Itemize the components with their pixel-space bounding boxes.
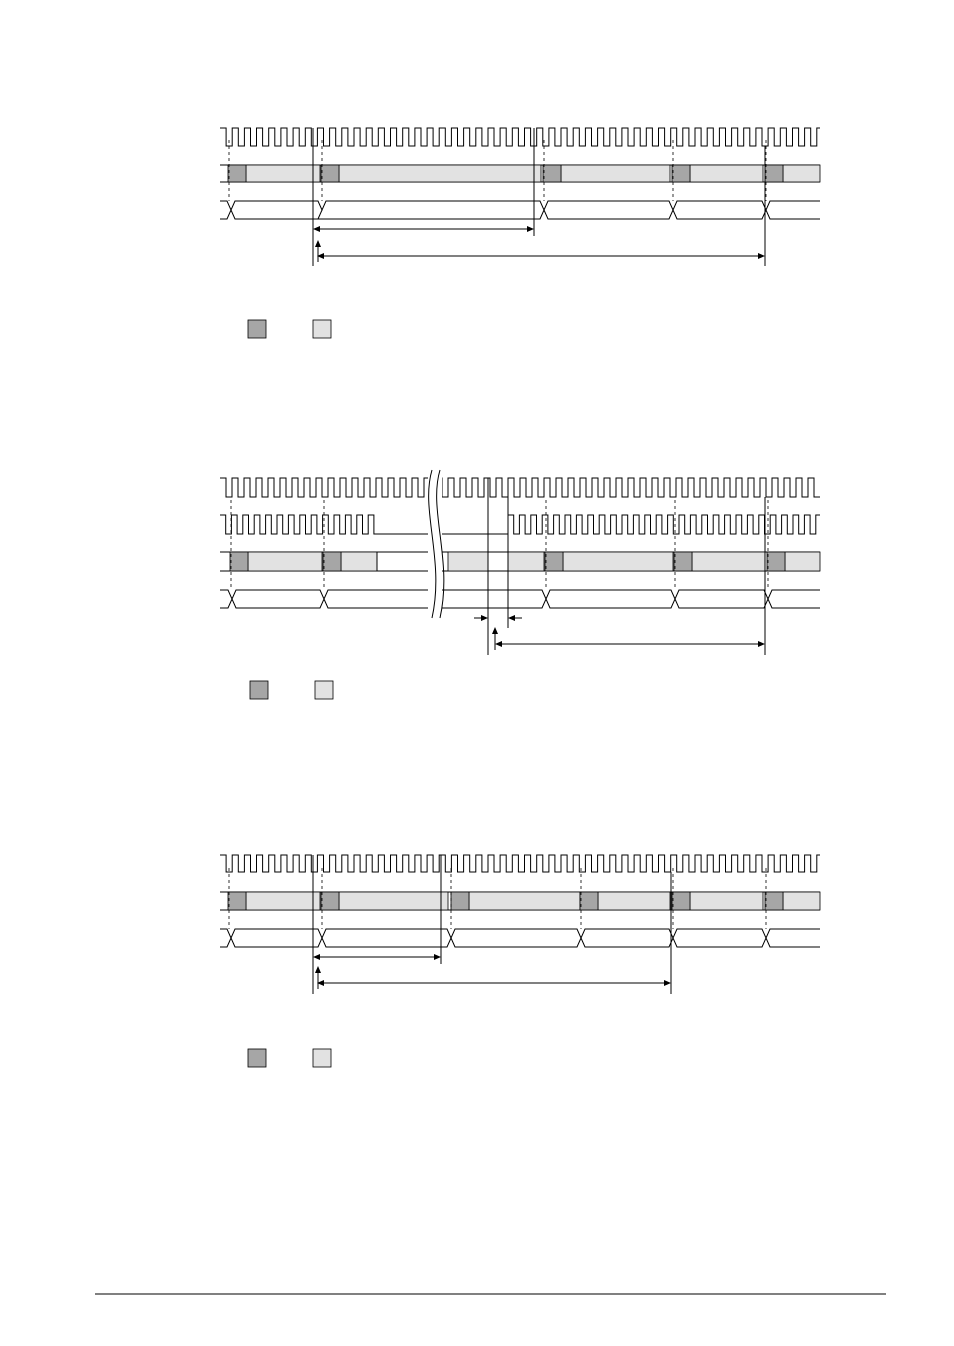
fetch-segment xyxy=(321,892,339,910)
boundary-markers xyxy=(229,128,766,266)
execute-segment xyxy=(248,552,322,571)
fetch-segment xyxy=(321,165,339,182)
timing-diagram-1 xyxy=(220,128,820,338)
execute-segment xyxy=(690,165,763,182)
instruction-bus-row xyxy=(220,892,820,910)
fetch-segment xyxy=(765,892,783,910)
timing-arrows xyxy=(313,954,671,989)
legend xyxy=(250,681,333,699)
timing-diagram-3 xyxy=(220,855,820,1067)
legend-execute-swatch xyxy=(313,320,331,338)
data-bus-row xyxy=(220,201,820,219)
fetch-segment xyxy=(545,552,563,571)
legend xyxy=(248,320,331,338)
fetch-segment xyxy=(543,165,561,182)
fetch-segment xyxy=(323,552,341,571)
execute-segment xyxy=(508,552,544,571)
execute-segment xyxy=(785,552,820,571)
fetch-segment xyxy=(228,165,246,182)
legend-execute-swatch xyxy=(315,681,333,699)
clock-break-symbol xyxy=(428,470,444,620)
clock-waveform xyxy=(220,128,820,146)
execute-segment xyxy=(339,892,448,910)
fetch-segment xyxy=(228,892,246,910)
data-bus-row xyxy=(220,929,820,947)
legend-fetch-swatch xyxy=(248,1049,266,1067)
instruction-bus-row xyxy=(220,165,820,182)
instruction-bus-row xyxy=(220,552,820,571)
execute-segment xyxy=(469,892,580,910)
execute-segment xyxy=(448,552,488,571)
fetch-segment xyxy=(672,892,690,910)
timing-arrows xyxy=(474,615,765,650)
fetch-segment xyxy=(451,892,469,910)
fetch-segment xyxy=(767,552,785,571)
legend xyxy=(248,1049,331,1067)
cpu-clock-waveform xyxy=(220,515,820,534)
execute-segment xyxy=(339,165,541,182)
execute-segment xyxy=(563,552,673,571)
boundary-markers xyxy=(229,855,766,994)
fetch-segment xyxy=(765,165,783,182)
execute-segment xyxy=(783,165,820,182)
execute-segment xyxy=(246,165,320,182)
fetch-segment xyxy=(674,552,692,571)
execute-segment xyxy=(561,165,670,182)
legend-fetch-swatch xyxy=(250,681,268,699)
execute-segment xyxy=(783,892,820,910)
timing-diagram-2 xyxy=(220,470,820,699)
fetch-segment xyxy=(230,552,248,571)
fetch-segment xyxy=(672,165,690,182)
legend-execute-swatch xyxy=(313,1049,331,1067)
execute-segment xyxy=(246,892,320,910)
execute-segment xyxy=(598,892,670,910)
legend-fetch-swatch xyxy=(248,320,266,338)
data-bus-row xyxy=(220,590,820,608)
execute-segment xyxy=(341,552,377,571)
fetch-segment xyxy=(580,892,598,910)
execute-segment xyxy=(690,892,763,910)
execute-segment xyxy=(692,552,765,571)
main-clock-waveform xyxy=(220,478,820,497)
clock-waveform xyxy=(220,855,820,872)
timing-arrows xyxy=(313,226,765,262)
